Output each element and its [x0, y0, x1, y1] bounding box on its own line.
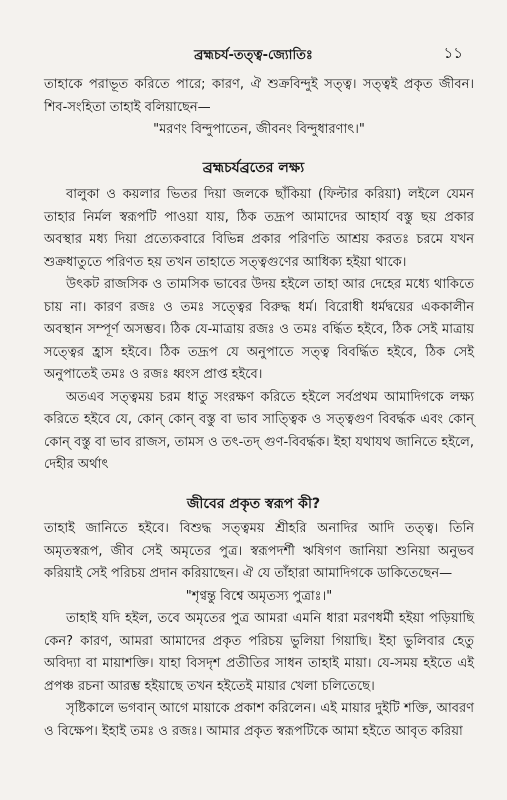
paragraph: তাহাই যদি হইল, তবে অমৃতের পুত্র আমরা এমনি ধারা মরণধর্মী হইয়া পড়িয়াছি কেন? কারণ, আমরা আমাদের প্রকৃত পরিচয় ভুলিয়া গিয়াছি। ইহা ভুলিবার হেতু অবিদ্যা বা মায়াশক্তি। যাহা বিসদৃশ প্রতীতির সাধন তাহাই মায়া। যে-সময় হইতে এই প্রপঞ্চ রচনা আরম্ভ হইয়াছে তখন হইতেই মায়ার খেলা চলিতেছে।: [44, 611, 474, 694]
section-heading-true-nature: জীবের প্রকৃত স্বরূপ কী?: [186, 496, 321, 512]
sanskrit-quote: "শৃণ্বন্তু বিশ্বে অমৃতস্য পুত্রাঃ।": [185, 588, 333, 604]
paragraph: অতএব সত্ত্বময় চরম ধাতু সংরক্ষণ করিতে হইলে সর্বপ্রথম আমাদিগকে লক্ষ্য করিতে হইবে যে, কোন্ কোন্ বস্তু বা ভাব সাত্ত্বিক ও সত্ত্বগুণ বিবর্দ্ধক এবং কোন্ কোন্ বস্তু বা ভাব রাজস, তামস ও তৎ-তদ্ গুণ-বিবর্দ্ধক। ইহা যথাযথ জানিতে হইলে, দেহীর অর্থাৎ: [44, 389, 474, 472]
section-heading-brahmacharya-goal: ব্রহ্মচর্যব্রতের লক্ষ্য: [202, 160, 305, 176]
paragraph: তাহাকে পরাভূত করিতে পারে; কারণ, ঐ শুক্রবিন্দুই সত্ত্ব। সত্ত্বই প্রকৃত জীবন। শিব-সংহিতা তাহাই বলিয়াছেন—: [44, 77, 474, 115]
sanskrit-quote: "মরণং বিন্দুপাতেন, জীবনং বিন্দুধারণাৎ।": [153, 122, 365, 137]
running-title: ব্রহ্মচর্য-তত্ত্ব-জ্যোতিঃ: [194, 48, 313, 63]
paragraph: বালুকা ও কয়লার ভিতর দিয়া জলকে ছাঁকিয়া (ফিল্টার করিয়া) লইলে যেমন তাহার নির্মল স্বরূপটি পাওয়া যায়, ঠিক তদ্রূপ আমাদের আহার্য বস্তু ছয় প্রকার অবস্থার মধ্য দিয়া প্রত্যেকবারে বিভিন্ন প্রকার পরিণতি আশ্রয় করতঃ চরমে যখন শুক্রধাতুতে পরিণত হয় তখন তাহাতে সত্ত্বগুণের আধিক্য হইয়া থাকে।: [44, 187, 474, 270]
paragraph: উৎকট রাজসিক ও তামসিক ভাবের উদয় হইলে তাহা আর দেহের মধ্যে থাকিতে চায় না। কারণ রজঃ ও তমঃ সত্ত্বের বিরুদ্ধ ধর্ম। বিরোধী ধর্মদ্বয়ের এককালীন অবস্থান সম্পূর্ণ অসম্ভব। ঠিক যে-মাত্রায় রজঃ ও তমঃ বর্দ্ধিত হইবে, ঠিক সেই মাত্রায় সত্ত্বের হ্রাস হইবে। ঠিক তদ্রূপ যে অনুপাতে সত্ত্ব বিবর্দ্ধিত হইবে, ঠিক সেই অনুপাতেই তমঃ ও রজঃ ধ্বংস প্রাপ্ত হইবে।: [44, 277, 474, 382]
paragraph: তাহাই জানিতে হইবে। বিশুদ্ধ সত্ত্বময় শ্রীহরি অনাদির আদি তত্ত্ব। তিনি অমৃতস্বরূপ, জীব সেই অমৃতের পুত্র। স্বরূপদর্শী ঋষিগণ জানিয়া শুনিয়া অনুভব করিয়াই সেই পরিচয় প্রদান করিয়াছেন। ঐ যে তাঁহারা আমাদিগকে ডাকিতেছেন—: [44, 521, 474, 581]
section-true-nature: [44, 518, 474, 743]
paragraph: সৃষ্টিকালে ভগবান্ আগে মায়াকে প্রকাশ করিলেন। এই মায়ার দুইটি শক্তি, আবরণ ও বিক্ষেপ। ইহাই তমঃ ও রজঃ। আমার প্রকৃত স্বরূপটিকে আমা হইতে আবৃত করিয়া: [44, 701, 474, 739]
section-intro: [44, 74, 474, 142]
page-number: ১১: [443, 44, 463, 62]
section-brahmacharya-goal: [44, 184, 474, 477]
